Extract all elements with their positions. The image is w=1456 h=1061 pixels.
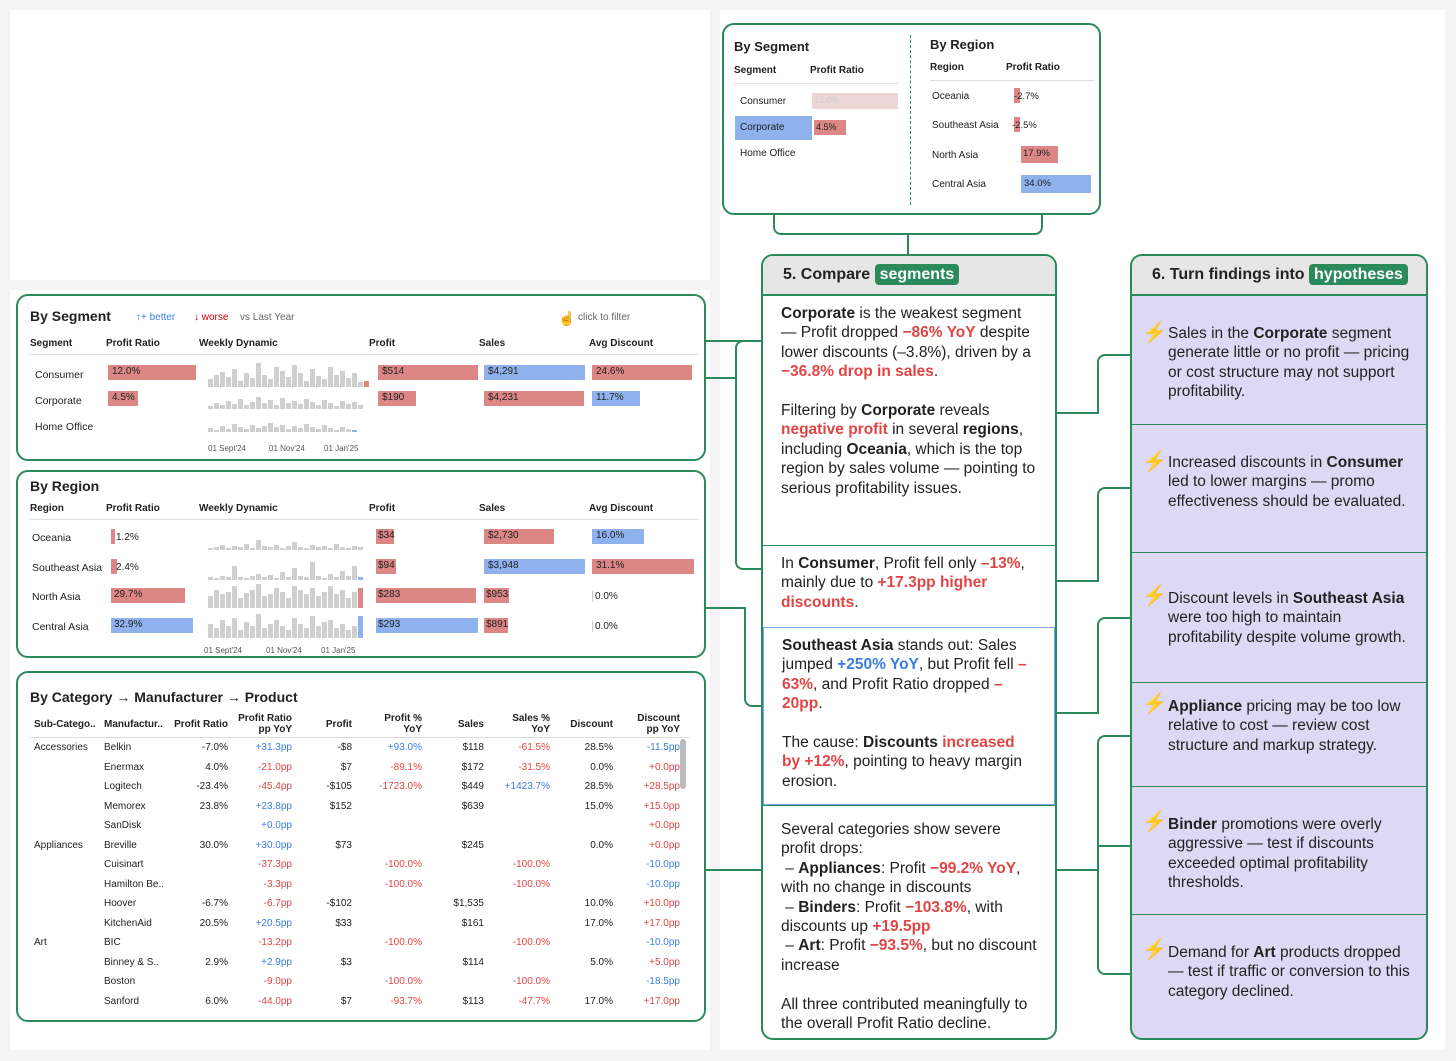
cat-cell: 28.5% [584, 781, 613, 792]
dash-cat-title: By Category → Manufacturer → Product [30, 689, 298, 705]
reg-disc-val: 0.0% [592, 591, 618, 602]
top-reg-title: By Region [930, 37, 995, 52]
hypothesis-6: ⚡ Demand for Art products dropped — test if traffic or conversion to this category declined. [1132, 914, 1426, 1040]
cat-cell[interactable]: Cuisinart [104, 859, 144, 870]
reg-disc-bar: 31.1% [592, 559, 694, 574]
cat-cell: 28.5% [584, 742, 613, 753]
click-to-filter[interactable]: click to filter [578, 312, 631, 323]
reg-disc-val: 0.0% [592, 621, 618, 632]
dash-reg-title: By Region [30, 478, 100, 494]
cat-cell: -9.0pp [263, 976, 292, 987]
cat-cell[interactable]: Belkin [104, 742, 132, 753]
cat-col-header: Discount pp YoY [637, 713, 680, 735]
connector [706, 869, 761, 871]
col-header: Profit [369, 338, 396, 349]
legend-worse: ↓ worse [194, 312, 229, 323]
cat-cell[interactable]: BIC [104, 937, 121, 948]
top-reg-val: -2.7% [1014, 91, 1039, 102]
cat-cell: -18.5pp [646, 976, 680, 987]
seg-row[interactable]: Corporate [35, 395, 82, 407]
col-header: Avg Discount [589, 503, 654, 514]
cat-cell[interactable]: KitchenAid [104, 917, 152, 929]
cat-cell[interactable]: Accessories [34, 742, 88, 753]
cat-cell: -3.3pp [263, 878, 292, 890]
cat-cell: 17.0% [584, 995, 613, 1007]
cat-cell: 10.0% [584, 898, 613, 909]
reg-ratio-bar: 32.9% [111, 618, 193, 633]
col-header: Segment [30, 338, 73, 349]
col6-title: 6. Turn findings into [1152, 266, 1305, 283]
top-seg-row[interactable]: Consumer [740, 96, 787, 107]
cat-cell: -100.0% [384, 878, 422, 890]
reg-spark [208, 582, 363, 608]
cat-cell[interactable]: Enermax [104, 761, 145, 773]
top-segment-region-panel [722, 23, 1101, 215]
reg-spark [208, 554, 363, 580]
cat-cell: 20.5% [199, 917, 228, 929]
top-reg-row[interactable]: Central Asia [932, 179, 986, 190]
top-seg-col1: Segment [734, 65, 777, 76]
cat-cell[interactable]: Sanford [104, 995, 140, 1007]
reg-ratio-bar: 29.7% [111, 588, 185, 603]
cat-cell: -$105 [326, 781, 352, 792]
cat-cell: +20.5pp [255, 917, 292, 929]
hypothesis-1: ⚡ Sales in the Corporate segment generate little or no profit — pricing or cost structure may not support profitability. [1142, 322, 1410, 401]
reg-spark [208, 612, 363, 638]
col5-highlight: segments [875, 264, 960, 285]
axis-tick: 01 Jan'25 [324, 444, 359, 453]
reg-ratio-val: 1.2% [116, 532, 139, 543]
cat-cell: +30.0pp [255, 839, 292, 851]
cat-cell: +5.0pp [649, 956, 680, 968]
finding-consumer: In Consumer, Profit fell only –13%, mainly due to +17.3pp higher discounts. [763, 545, 1055, 627]
connector [1057, 487, 1097, 582]
col6-header [1132, 256, 1426, 296]
cat-cell[interactable]: Logitech [104, 781, 142, 792]
cat-cell: $113 [462, 995, 484, 1007]
seg-spark [208, 361, 369, 387]
cat-cell: +17.0pp [643, 917, 680, 929]
cat-cell: 0.0% [590, 839, 613, 851]
lightning-icon: ⚡ [1142, 811, 1167, 833]
reg-row[interactable]: Oceania [32, 532, 72, 544]
reg-row[interactable]: Central Asia [32, 621, 89, 633]
connector [1057, 869, 1097, 871]
cat-col-header: Profit Ratio [174, 719, 228, 730]
cat-cell: -100.0% [384, 859, 422, 870]
finding-southeast-asia: Southeast Asia stands out: Sales jumped +250% YoY, but Profit fell –63%, and Profit Ratio dropped –20pp. The cause: Discounts increased by +12%, pointing to heavy margin erosion. [763, 627, 1055, 805]
cat-cell: 5.0% [590, 956, 613, 968]
col5-title: 5. Compare [783, 266, 871, 283]
cat-cell: $33 [335, 917, 352, 929]
cat-cell: $3 [340, 956, 352, 968]
connector [706, 377, 736, 379]
lightning-icon: ⚡ [1142, 939, 1167, 961]
cat-cell: -7.0% [201, 742, 228, 753]
cat-cell: 2.9% [205, 956, 228, 968]
cat-cell: 4.0% [205, 761, 228, 773]
cat-cell: $73 [335, 839, 352, 851]
axis-tick: 01 Sept'24 [204, 646, 243, 655]
cat-cell: -100.0% [512, 859, 550, 870]
reg-spark [208, 526, 363, 550]
cat-cell: -45.4pp [258, 781, 292, 792]
cat-col-header: Profit [325, 719, 352, 730]
col-header: Region [30, 503, 64, 514]
cat-cell: -10.0pp [646, 878, 680, 890]
dash-segment-panel [16, 294, 706, 461]
top-reg-row[interactable]: Southeast Asia [932, 120, 999, 131]
cat-cell[interactable]: Hoover [104, 898, 137, 909]
axis-tick: 01 Nov'24 [269, 444, 305, 453]
lightning-icon: ⚡ [1142, 451, 1167, 473]
col-header: Profit Ratio [106, 338, 160, 349]
cat-cell: -6.7pp [263, 898, 292, 909]
seg-row[interactable]: Home Office [35, 421, 94, 433]
cat-cell: 0.0% [590, 761, 613, 773]
connector [744, 607, 761, 707]
cat-cell: $172 [461, 761, 484, 773]
reg-sales-bar: $2,730 [484, 529, 554, 544]
seg-ratio-bar: 12.0% [108, 365, 196, 380]
cat-cell: -10.0pp [646, 937, 680, 948]
cat-cell: 17.0% [584, 917, 613, 929]
cat-cell: $161 [461, 917, 484, 929]
col-header: Avg Discount [589, 338, 654, 349]
blank-area [10, 10, 710, 280]
top-reg-col2: Profit Ratio [1006, 62, 1060, 73]
finding-categories: Several categories show severe profit drops: – Appliances: Profit −99.2% YoY, with no change in discounts – Binders: Profit −103.8%, with discounts up +19.5pp – Art: Profit −93.5%, but no discount increase All three contributed meaningfully to the overall Profit Ratio decline. [763, 805, 1055, 1040]
cat-cell: $1,535 [453, 898, 484, 909]
cat-cell: -10.0pp [646, 859, 680, 870]
cat-cell: 15.0% [584, 800, 613, 812]
top-reg-col1: Region [930, 62, 964, 73]
top-reg-bar: 17.9% [1021, 146, 1058, 163]
reg-sales-bar: $891 [484, 618, 508, 633]
reg-profit-bar: $293 [376, 618, 478, 633]
cat-cell: -100.0% [512, 976, 550, 987]
cat-cell[interactable]: SanDisk [104, 820, 142, 831]
dash-seg-title: By Segment [30, 308, 111, 324]
lightning-icon: ⚡ [1142, 585, 1167, 607]
cat-cell: +0.0pp [649, 820, 680, 831]
cat-cell: +28.5pp [643, 781, 680, 792]
cat-cell: +1423.7% [504, 781, 550, 792]
seg-profit-bar: $514 [378, 365, 478, 380]
hypothesis-2: ⚡ Increased discounts in Consumer led to lower margins — promo effectiveness should be evaluated. [1132, 424, 1426, 552]
finding-corporate: Corporate is the weakest segment — Profit dropped −86% YoY despite lower discounts (–3.8%), driven by a −36.8% drop in sales. Filtering by Corporate reveals negative profit in several regions, including Oceania, which is the top region by sales volume — pointing to serious profitability issues. [781, 305, 1036, 497]
reg-ratio-val: 2.4% [116, 562, 139, 573]
cat-col-header: Profit % YoY [384, 713, 422, 735]
reg-row[interactable]: North Asia [32, 591, 81, 603]
connector [1097, 617, 1130, 714]
connector [735, 340, 761, 570]
seg-sales-bar: $4,291 [484, 365, 585, 380]
reg-row[interactable]: Southeast Asia [32, 562, 103, 574]
dash-category-panel [16, 671, 706, 1022]
top-seg-row[interactable]: Home Office [740, 148, 796, 159]
reg-profit-bar: $94 [376, 559, 396, 574]
cat-cell[interactable]: Boston [104, 976, 136, 987]
reg-profit-bar: $34 [376, 529, 394, 544]
cat-cell[interactable]: Binney & S.. [104, 956, 160, 968]
reg-sales-bar: $953 [484, 588, 509, 603]
cat-cell: +2.9pp [261, 956, 292, 968]
cat-cell: -21.0pp [258, 761, 292, 773]
cat-cell: $245 [461, 839, 484, 851]
col-header: Profit Ratio [106, 503, 160, 514]
cat-cell: +17.0pp [643, 995, 680, 1007]
cat-cell: -100.0% [384, 937, 422, 948]
cat-cell: -13.2pp [258, 937, 292, 948]
top-reg-val: -2.5% [1012, 120, 1037, 131]
cat-cell[interactable]: Breville [104, 839, 137, 851]
cat-cell: -100.0% [512, 878, 550, 890]
connector [1057, 617, 1097, 714]
col6-highlight: hypotheses [1309, 264, 1408, 285]
hypothesis-5: ⚡ Binder promotions were overly aggressive — test if discounts exceeded optimal profitability thresholds. [1132, 786, 1426, 914]
hypotheses-column [1130, 254, 1428, 1040]
compare-segments-column [761, 254, 1057, 1040]
col-header: Profit [369, 503, 396, 514]
cat-cell: +31.3pp [255, 742, 292, 753]
cat-cell: -100.0% [512, 937, 550, 948]
cat-cell: $114 [462, 956, 484, 968]
cat-cell: +15.0pp [643, 800, 680, 812]
cat-cell: $7 [340, 995, 352, 1007]
cat-col-header: Manufactur.. [104, 719, 163, 730]
cat-cell: +0.0pp [261, 820, 292, 831]
top-seg-col2: Profit Ratio [810, 65, 864, 76]
reg-profit-bar: $283 [376, 588, 476, 603]
connector [706, 607, 744, 707]
cat-cell: -6.7% [201, 898, 228, 909]
hypothesis-3: ⚡ Discount levels in Southeast Asia were too high to maintain profitability despite volume growth. [1132, 552, 1426, 682]
cat-cell: +10.0pp [643, 898, 680, 909]
axis-tick: 01 Sept'24 [208, 444, 247, 453]
top-reg-row[interactable]: North Asia [932, 150, 979, 161]
cat-cell: $449 [461, 781, 484, 792]
cat-cell[interactable]: Hamilton Be.. [104, 878, 165, 890]
top-seg-bar: 4.5% [814, 120, 846, 135]
cat-cell: -100.0% [384, 976, 422, 987]
legend-vs: vs Last Year [240, 312, 295, 323]
cat-cell: -61.5% [518, 742, 550, 753]
connector [907, 235, 909, 255]
cat-cell: +0.0pp [649, 761, 680, 773]
seg-row[interactable]: Consumer [35, 369, 84, 381]
connector [1057, 354, 1097, 414]
cat-cell: 23.8% [199, 800, 228, 812]
reg-sales-bar: $3,948 [484, 559, 585, 574]
cat-cell[interactable]: Memorex [104, 800, 146, 812]
dash-region-panel [16, 470, 706, 658]
lightning-icon: ⚡ [1142, 322, 1167, 344]
cat-col-header: Discount [570, 719, 613, 730]
top-seg-bar: 12.0% [812, 93, 898, 109]
hand-pointer-icon: ☝ [558, 310, 576, 326]
cat-cell: $7 [340, 761, 352, 773]
legend-better: ↑+ better [136, 312, 176, 323]
connector [1097, 354, 1130, 414]
cat-cell: -11.5pp [646, 742, 680, 753]
seg-ratio-bar: 4.5% [108, 391, 138, 406]
cat-cell: $118 [462, 742, 484, 753]
table-scrollbar[interactable] [680, 739, 686, 789]
cat-cell: -23.4% [196, 781, 228, 792]
top-reg-row[interactable]: Oceania [932, 91, 970, 102]
seg-profit-bar: $190 [378, 391, 416, 406]
hypothesis-4: ⚡ Appliance pricing may be too low relative to cost — review cost structure and markup strategy. [1132, 682, 1426, 786]
seg-disc-bar: 11.7% [592, 391, 640, 406]
cat-cell[interactable]: Art [34, 937, 47, 948]
cat-cell: 6.0% [205, 995, 228, 1007]
cat-cell: -$8 [337, 742, 352, 753]
top-reg-bar: 34.0% [1021, 175, 1091, 193]
top-seg-row[interactable]: Corporate [740, 122, 785, 133]
col-header: Weekly Dynamic [199, 503, 278, 514]
col5-header [763, 256, 1055, 296]
cat-cell: 30.0% [199, 839, 228, 851]
axis-tick: 01 Nov'24 [266, 646, 302, 655]
reg-ratio-bar [111, 529, 115, 544]
cat-cell: -1723.0% [379, 781, 422, 792]
cat-cell: $639 [461, 800, 484, 812]
cat-cell: -44.0pp [258, 995, 292, 1007]
cat-cell[interactable]: Appliances [34, 839, 83, 851]
col-header: Weekly Dynamic [199, 338, 278, 349]
connector [1097, 735, 1130, 975]
col-header: Sales [479, 503, 506, 514]
connector [706, 340, 734, 570]
cat-cell: -37.3pp [258, 859, 292, 870]
connector [1097, 845, 1130, 847]
cat-cell: $152 [329, 800, 352, 812]
cat-cell: -47.7% [518, 995, 550, 1007]
cat-col-header: Sub-Catego.. [34, 719, 96, 730]
seg-spark [208, 414, 357, 432]
cat-cell: +93.0% [387, 742, 422, 753]
lightning-icon: ⚡ [1142, 693, 1167, 715]
cat-col-header: Sales [457, 719, 484, 730]
connector [773, 215, 1043, 235]
cat-cell: -93.7% [390, 995, 422, 1007]
cat-cell: +0.0pp [649, 839, 680, 851]
top-seg-title: By Segment [734, 39, 810, 54]
cat-cell: -$102 [326, 898, 352, 909]
cat-cell: -31.5% [518, 761, 550, 773]
cat-cell: -89.1% [390, 761, 422, 773]
cat-col-header: Profit Ratio pp YoY [238, 713, 292, 735]
axis-tick: 01 Jan'25 [321, 646, 356, 655]
seg-sales-bar: $4,231 [484, 391, 584, 406]
cat-cell: +23.8pp [255, 800, 292, 812]
col-header: Sales [479, 338, 506, 349]
seg-spark [208, 391, 363, 409]
connector [1097, 487, 1130, 582]
cat-col-header: Sales % YoY [512, 713, 550, 735]
reg-disc-bar: 16.0% [592, 529, 644, 544]
seg-disc-bar: 24.6% [592, 365, 692, 380]
